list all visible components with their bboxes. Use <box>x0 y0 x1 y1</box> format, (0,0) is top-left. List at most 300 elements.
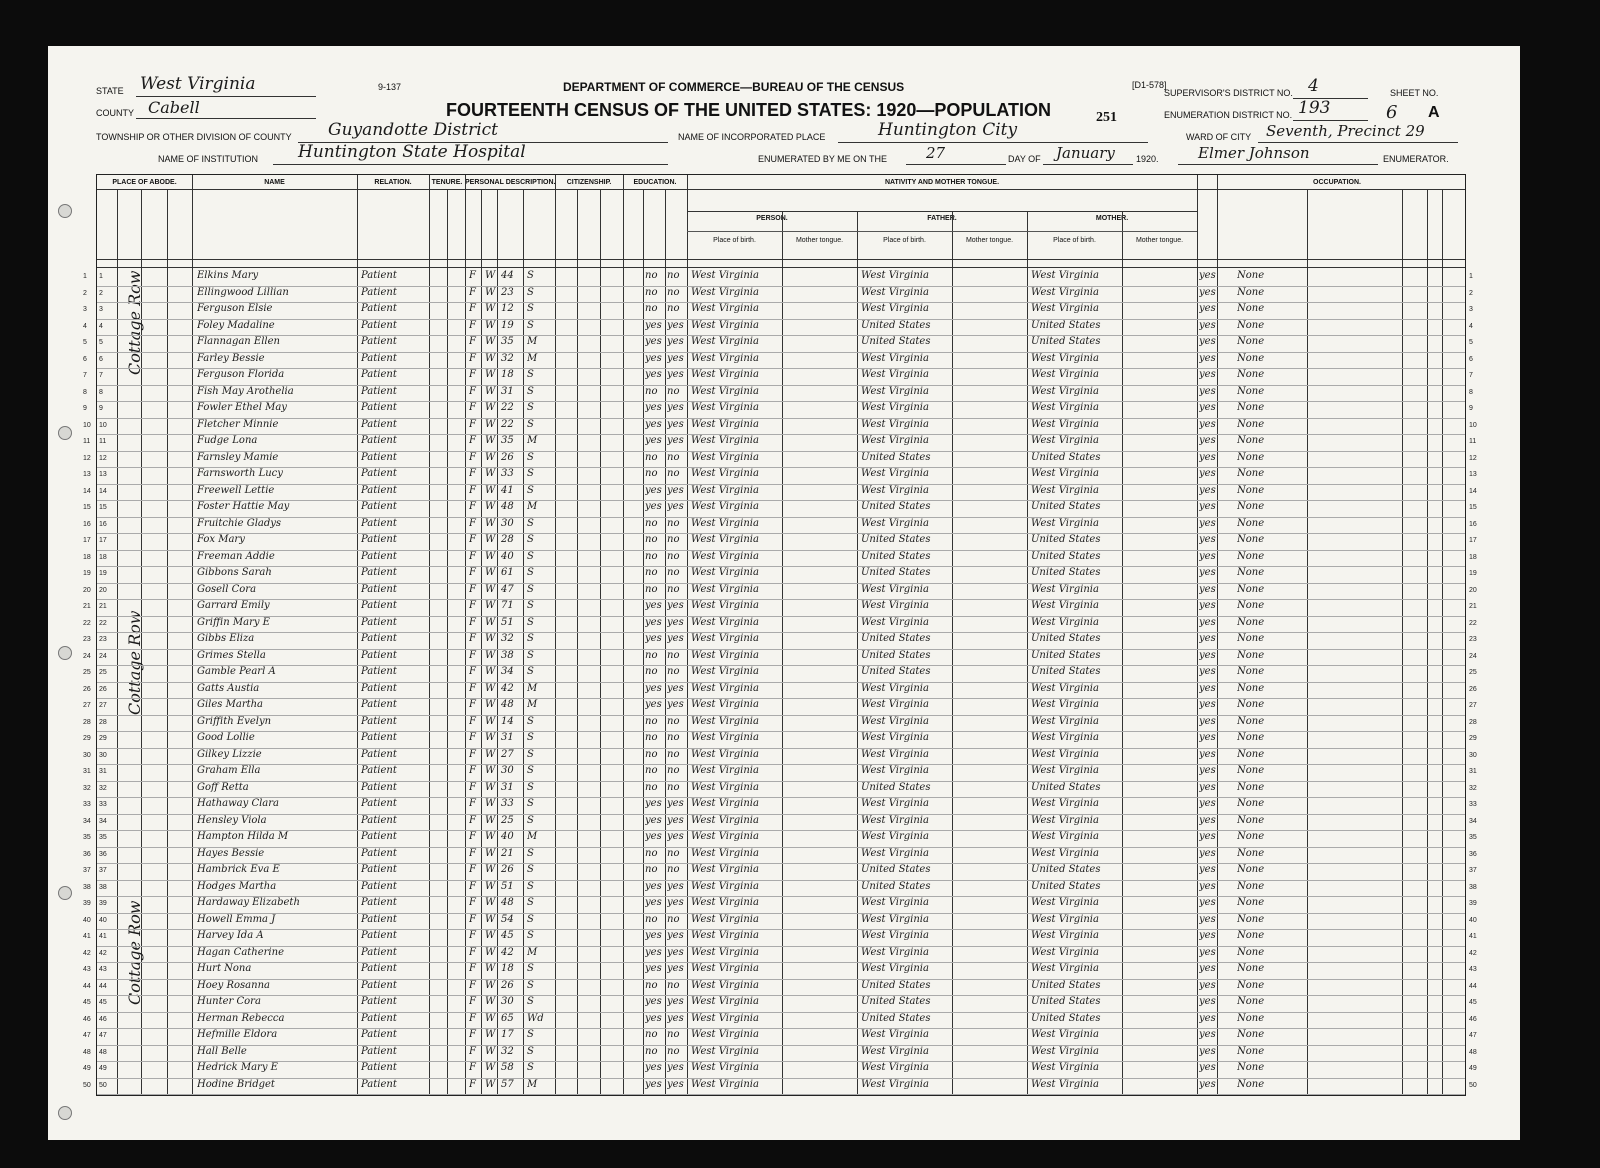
cell-ms: M <box>527 501 538 512</box>
cell-ms: S <box>527 979 534 991</box>
table-row <box>83 748 1477 766</box>
header-mother-birthplace: Place of birth. <box>1053 237 1096 244</box>
table-row <box>83 286 1473 304</box>
cell-eng: yes <box>1199 468 1216 479</box>
township-value: Guyandotte District <box>328 120 498 140</box>
cell-name: Gibbs Eliza <box>197 633 255 644</box>
sheet-label: SHEET NO. <box>1390 88 1439 98</box>
cell-read: yes <box>645 814 662 826</box>
header-name: NAME <box>264 179 285 186</box>
row-number: 10 <box>99 421 107 429</box>
supervisor-value: 4 <box>1308 76 1319 96</box>
cell-occ: None <box>1237 534 1265 545</box>
cell-fpob: West Virginia <box>861 930 929 941</box>
cell-pob: West Virginia <box>691 501 759 512</box>
cell-write: yes <box>667 946 684 958</box>
cell-race: W <box>485 319 496 331</box>
cell-mpob: West Virginia <box>1031 616 1099 628</box>
cell-fpob: United States <box>861 567 931 578</box>
cell-race: W <box>485 1045 496 1057</box>
cell-sex: F <box>469 880 476 892</box>
cell-age: 48 <box>501 699 514 710</box>
cell-write: no <box>667 1029 680 1040</box>
cell-mpob: United States <box>1031 451 1101 463</box>
row-number: 15 <box>99 504 107 511</box>
cell-name: Hedrick Mary E <box>197 1062 278 1073</box>
cell-eng: yes <box>1199 534 1216 545</box>
cell-name: Elkins Mary <box>197 270 259 281</box>
row-number: 24 <box>99 652 107 660</box>
cell-name: Fletcher Minnie <box>197 418 279 430</box>
cell-ms: S <box>527 963 534 974</box>
cell-rel: Patient <box>361 963 397 974</box>
cell-rel: Patient <box>361 501 397 512</box>
cell-rel: Patient <box>361 517 397 529</box>
cell-ms: S <box>527 996 534 1007</box>
row-number: 23 <box>1469 636 1477 643</box>
cell-name: Fowler Ethel May <box>197 402 287 413</box>
institution-value: Huntington State Hospital <box>298 142 526 162</box>
cell-age: 30 <box>501 517 514 529</box>
cell-name: Garrard Emily <box>197 600 270 611</box>
cell-ms: S <box>527 1045 534 1057</box>
cell-mpob: West Virginia <box>1031 798 1099 809</box>
row-number: 17 <box>1469 537 1477 544</box>
cell-fpob: United States <box>861 501 931 512</box>
cell-read: yes <box>645 798 662 809</box>
table-row <box>83 1012 1477 1030</box>
cell-occ: None <box>1237 781 1265 793</box>
cell-rel: Patient <box>361 567 397 578</box>
row-number: 31 <box>99 768 107 775</box>
cell-write: no <box>667 534 680 545</box>
binder-hole <box>58 426 72 440</box>
cell-race: W <box>485 798 496 809</box>
cell-race: W <box>485 682 496 694</box>
cell-ms: S <box>527 930 534 941</box>
cell-write: yes <box>667 814 684 826</box>
cell-pob: West Virginia <box>691 682 759 694</box>
cell-eng: yes <box>1199 1029 1216 1040</box>
cell-occ: None <box>1237 715 1265 727</box>
cell-ms: S <box>527 369 534 380</box>
row-number: 45 <box>99 999 107 1006</box>
cell-name: Hodges Martha <box>197 880 277 892</box>
cell-mpob: United States <box>1031 666 1101 677</box>
cell-rel: Patient <box>361 600 397 611</box>
cell-read: yes <box>645 963 662 974</box>
cell-occ: None <box>1237 748 1265 760</box>
cell-name: Hefmille Eldora <box>197 1029 278 1040</box>
cell-race: W <box>485 649 496 661</box>
cell-occ: None <box>1237 732 1265 743</box>
cell-read: no <box>645 732 658 743</box>
cell-eng: yes <box>1199 963 1216 974</box>
cell-mpob: West Virginia <box>1031 913 1099 925</box>
cell-mpob: United States <box>1031 880 1101 892</box>
cell-fpob: West Virginia <box>861 732 929 743</box>
cell-eng: yes <box>1199 303 1216 314</box>
cell-ms: M <box>527 831 538 842</box>
header-education: EDUCATION. <box>633 179 677 186</box>
cell-fpob: West Virginia <box>861 616 929 628</box>
row-number: 7 <box>99 372 103 379</box>
cell-write: no <box>667 550 680 562</box>
cell-read: yes <box>645 1012 662 1024</box>
cell-name: Howell Emma J <box>197 913 276 925</box>
header-mother-tongue: Mother tongue. <box>1135 237 1184 244</box>
row-number: 44 <box>1469 982 1477 990</box>
row-number: 20 <box>1469 586 1477 594</box>
row-number: 1 <box>83 273 87 280</box>
cell-occ: None <box>1237 501 1265 512</box>
cell-rel: Patient <box>361 1078 397 1090</box>
row-number: 1 <box>99 273 103 280</box>
cell-pob: West Virginia <box>691 270 759 281</box>
row-number: 40 <box>1469 916 1477 924</box>
enumerated-label: ENUMERATED BY ME ON THE <box>758 154 888 164</box>
cell-eng: yes <box>1199 913 1216 925</box>
cell-mpob: West Virginia <box>1031 847 1099 859</box>
cell-fpob: West Virginia <box>861 682 929 694</box>
row-number: 34 <box>99 817 107 825</box>
cell-read: no <box>645 649 658 661</box>
cell-mpob: West Virginia <box>1031 682 1099 694</box>
cell-rel: Patient <box>361 435 397 446</box>
cell-pob: West Virginia <box>691 319 759 331</box>
row-number: 48 <box>99 1048 107 1056</box>
cell-write: yes <box>667 699 684 710</box>
cell-sex: F <box>469 946 476 958</box>
cell-age: 27 <box>501 748 514 760</box>
cell-fpob: West Virginia <box>861 385 929 397</box>
cell-ms: S <box>527 1029 534 1040</box>
cell-sex: F <box>469 781 476 793</box>
header-abode: PLACE OF ABODE. <box>112 179 177 186</box>
cell-race: W <box>485 732 496 743</box>
cell-read: yes <box>645 699 662 710</box>
cell-sex: F <box>469 814 476 826</box>
cell-rel: Patient <box>361 451 397 463</box>
cell-name: Farnsworth Lucy <box>197 468 283 479</box>
cell-rel: Patient <box>361 781 397 793</box>
table-row <box>83 1078 1477 1096</box>
cell-race: W <box>485 913 496 925</box>
cell-sex: F <box>469 501 476 512</box>
table-row <box>83 979 1477 997</box>
cell-read: no <box>645 666 658 677</box>
cell-sex: F <box>469 913 476 925</box>
cell-sex: F <box>469 583 476 595</box>
cell-read: no <box>645 913 658 925</box>
row-number: 22 <box>83 619 91 627</box>
cell-rel: Patient <box>361 732 397 743</box>
cell-read: no <box>645 567 658 578</box>
side-note: Cottage Row <box>125 270 144 375</box>
cell-age: 28 <box>501 534 514 545</box>
table-row <box>83 583 1477 601</box>
table-row <box>83 269 1473 287</box>
row-number: 32 <box>1469 784 1477 792</box>
row-number: 16 <box>99 520 107 528</box>
cell-write: no <box>667 286 680 298</box>
cell-fpob: United States <box>861 880 931 892</box>
cell-name: Hambrick Eva E <box>197 864 280 875</box>
cell-rel: Patient <box>361 979 397 991</box>
cell-age: 32 <box>501 352 514 364</box>
row-number: 20 <box>99 586 107 594</box>
cell-write: no <box>667 385 680 397</box>
cell-sex: F <box>469 979 476 991</box>
side-note: Cottage Row <box>125 900 144 1005</box>
cell-ms: Wd <box>527 1012 544 1024</box>
cell-age: 33 <box>501 798 514 809</box>
cell-race: W <box>485 864 496 875</box>
cell-fpob: United States <box>861 336 931 347</box>
cell-occ: None <box>1237 666 1265 677</box>
cell-mpob: West Virginia <box>1031 930 1099 941</box>
cell-race: W <box>485 814 496 826</box>
cell-mpob: West Virginia <box>1031 600 1099 611</box>
cell-fpob: West Virginia <box>861 1045 929 1057</box>
cell-fpob: United States <box>861 649 931 661</box>
cell-age: 18 <box>501 369 514 380</box>
cell-read: yes <box>645 616 662 628</box>
cell-occ: None <box>1237 567 1265 578</box>
cell-race: W <box>485 435 496 446</box>
row-number: 27 <box>99 702 107 709</box>
cell-pob: West Virginia <box>691 930 759 941</box>
cell-occ: None <box>1237 286 1265 298</box>
cell-pob: West Virginia <box>691 286 759 298</box>
row-number: 37 <box>1469 867 1477 874</box>
header-person: PERSON. <box>756 215 788 222</box>
cell-race: W <box>485 880 496 892</box>
row-number: 45 <box>83 999 91 1006</box>
cell-pob: West Virginia <box>691 666 759 677</box>
row-number: 49 <box>1469 1065 1477 1072</box>
cell-age: 31 <box>501 385 514 397</box>
cell-ms: M <box>527 1078 538 1090</box>
table-row <box>83 880 1477 898</box>
cell-rel: Patient <box>361 1062 397 1073</box>
cell-read: yes <box>645 600 662 611</box>
cell-write: no <box>667 847 680 859</box>
cell-read: no <box>645 748 658 760</box>
cell-mpob: West Virginia <box>1031 517 1099 529</box>
cell-read: yes <box>645 946 662 958</box>
cell-race: W <box>485 748 496 760</box>
cell-fpob: West Virginia <box>861 583 929 595</box>
table-row <box>83 946 1477 964</box>
cell-rel: Patient <box>361 715 397 727</box>
cell-mpob: West Virginia <box>1031 418 1099 430</box>
cell-write: no <box>667 270 680 281</box>
cell-read: yes <box>645 996 662 1007</box>
table-row <box>83 434 1477 452</box>
cell-rel: Patient <box>361 534 397 545</box>
cell-name: Ferguson Florida <box>197 369 285 380</box>
row-number: 25 <box>1469 669 1477 676</box>
cell-occ: None <box>1237 583 1265 595</box>
cell-write: no <box>667 303 680 314</box>
cell-read: no <box>645 1029 658 1040</box>
ward-label: WARD OF CITY <box>1186 132 1252 142</box>
cell-ms: S <box>527 765 534 776</box>
row-number: 47 <box>1469 1032 1477 1039</box>
cell-sex: F <box>469 1062 476 1073</box>
cell-race: W <box>485 484 496 496</box>
cell-occ: None <box>1237 616 1265 628</box>
cell-mpob: United States <box>1031 501 1101 512</box>
cell-rel: Patient <box>361 385 397 397</box>
cell-rel: Patient <box>361 352 397 364</box>
row-number: 12 <box>99 454 107 462</box>
cell-sex: F <box>469 435 476 446</box>
cell-pob: West Virginia <box>691 798 759 809</box>
cell-ms: S <box>527 270 534 281</box>
cell-read: no <box>645 385 658 397</box>
table-row <box>83 517 1477 535</box>
cell-age: 34 <box>501 666 514 677</box>
cell-mpob: West Virginia <box>1031 468 1099 479</box>
cell-mpob: United States <box>1031 336 1101 347</box>
table-row <box>83 484 1477 502</box>
cell-age: 18 <box>501 963 514 974</box>
cell-name: Gosell Cora <box>197 583 257 595</box>
cell-write: yes <box>667 897 684 908</box>
row-number: 26 <box>83 685 91 693</box>
cell-ms: S <box>527 633 534 644</box>
cell-ms: S <box>527 286 534 298</box>
cell-ms: S <box>527 402 534 413</box>
cell-fpob: West Virginia <box>861 369 929 380</box>
cell-sex: F <box>469 567 476 578</box>
cell-read: no <box>645 979 658 991</box>
cell-occ: None <box>1237 352 1265 364</box>
cell-occ: None <box>1237 897 1265 908</box>
state-label: STATE <box>96 86 124 96</box>
row-number: 30 <box>1469 751 1477 759</box>
cell-sex: F <box>469 270 476 281</box>
cell-sex: F <box>469 666 476 677</box>
cell-fpob: West Virginia <box>861 352 929 364</box>
cell-fpob: West Virginia <box>861 303 929 314</box>
cell-age: 42 <box>501 682 514 694</box>
cell-name: Goff Retta <box>197 781 249 793</box>
row-number: 17 <box>99 537 107 544</box>
row-number: 5 <box>99 339 103 346</box>
cell-read: no <box>645 550 658 562</box>
cell-eng: yes <box>1199 880 1216 892</box>
cell-occ: None <box>1237 930 1265 941</box>
cell-ms: S <box>527 567 534 578</box>
cell-read: yes <box>645 352 662 364</box>
row-number: 46 <box>1469 1015 1477 1023</box>
table-row <box>83 830 1477 848</box>
table-row <box>83 731 1477 749</box>
table-row <box>83 302 1473 320</box>
cell-pob: West Virginia <box>691 699 759 710</box>
row-number: 12 <box>83 454 91 462</box>
cell-fpob: West Virginia <box>861 814 929 826</box>
cell-rel: Patient <box>361 616 397 628</box>
row-number: 17 <box>83 537 91 544</box>
cell-name: Herman Rebecca <box>197 1012 285 1024</box>
cell-sex: F <box>469 385 476 397</box>
cell-sex: F <box>469 319 476 331</box>
cell-occ: None <box>1237 831 1265 842</box>
row-number: 38 <box>99 883 107 891</box>
cell-name: Ferguson Elsie <box>197 303 273 314</box>
cell-read: no <box>645 270 658 281</box>
cell-pob: West Virginia <box>691 963 759 974</box>
cell-read: yes <box>645 484 662 496</box>
cell-rel: Patient <box>361 319 397 331</box>
row-number: 26 <box>99 685 107 693</box>
cell-eng: yes <box>1199 616 1216 628</box>
row-number: 30 <box>99 751 107 759</box>
cell-sex: F <box>469 715 476 727</box>
cell-age: 54 <box>501 913 514 925</box>
cell-ms: S <box>527 303 534 314</box>
sheet-number: 6 <box>1386 102 1398 123</box>
header-nativity: NATIVITY AND MOTHER TONGUE. <box>884 179 1000 186</box>
cell-pob: West Virginia <box>691 435 759 446</box>
cell-mpob: West Virginia <box>1031 748 1099 760</box>
cell-age: 26 <box>501 979 514 991</box>
cell-occ: None <box>1237 880 1265 892</box>
cell-name: Flannagan Ellen <box>197 336 280 347</box>
cell-age: 40 <box>501 831 514 842</box>
cell-name: Griffin Mary E <box>197 616 270 628</box>
cell-eng: yes <box>1199 979 1216 991</box>
row-number: 29 <box>99 735 107 742</box>
row-number: 11 <box>1469 438 1477 445</box>
cell-fpob: United States <box>861 781 931 793</box>
cell-write: yes <box>667 996 684 1007</box>
table-row <box>83 599 1477 617</box>
cell-read: no <box>645 286 658 298</box>
row-number: 39 <box>99 900 107 907</box>
cell-write: no <box>667 864 680 875</box>
cell-pob: West Virginia <box>691 765 759 776</box>
cell-race: W <box>485 699 496 710</box>
header-person-birthplace: Place of birth. <box>713 237 756 244</box>
cell-eng: yes <box>1199 715 1216 727</box>
cell-eng: yes <box>1199 402 1216 413</box>
cell-sex: F <box>469 616 476 628</box>
cell-race: W <box>485 402 496 413</box>
cell-rel: Patient <box>361 996 397 1007</box>
cell-rel: Patient <box>361 880 397 892</box>
row-number: 29 <box>83 735 91 742</box>
row-number: 6 <box>1469 355 1473 363</box>
row-number: 35 <box>1469 834 1477 841</box>
cell-ms: M <box>527 352 538 364</box>
table-row <box>83 500 1477 518</box>
header-tenure: TENURE. <box>431 179 463 186</box>
cell-age: 58 <box>501 1062 514 1073</box>
cell-race: W <box>485 286 496 298</box>
cell-occ: None <box>1237 600 1265 611</box>
cell-name: Hagan Catherine <box>197 946 284 958</box>
cell-write: no <box>667 1045 680 1057</box>
cell-mpob: United States <box>1031 781 1101 793</box>
cell-age: 26 <box>501 451 514 463</box>
cell-read: no <box>645 451 658 463</box>
cell-pob: West Virginia <box>691 814 759 826</box>
